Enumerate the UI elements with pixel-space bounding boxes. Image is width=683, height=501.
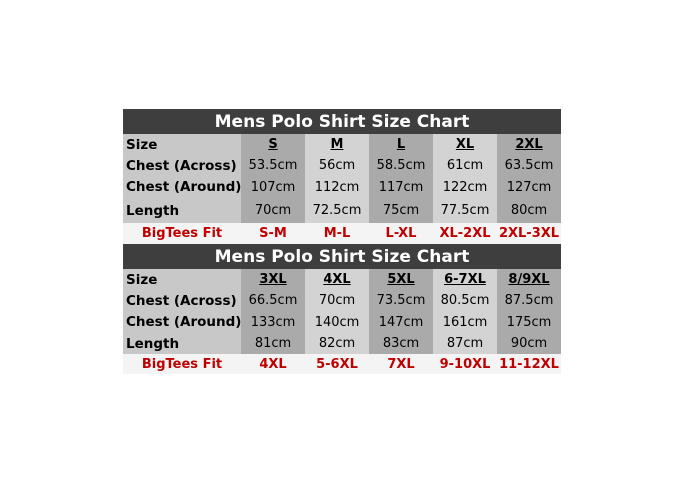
fit-cell: 2XL-3XL	[497, 223, 561, 244]
length-row	[123, 198, 561, 223]
fit-cell: 5-6XL	[305, 354, 369, 374]
row-label: BigTees Fit	[123, 223, 241, 244]
chest-around-row	[123, 176, 561, 198]
size-cell: XL	[433, 134, 497, 155]
chest-across-row	[123, 290, 561, 311]
bigtees-fit-row	[123, 223, 561, 244]
measurement-cell: 80cm	[497, 198, 561, 223]
measurement-cell: 66.5cm	[241, 290, 305, 311]
measurement-cell: 75cm	[369, 198, 433, 223]
fit-cell: L-XL	[369, 223, 433, 244]
measurement-cell: 77.5cm	[433, 198, 497, 223]
size-row	[123, 269, 561, 290]
chest-around-row	[123, 311, 561, 333]
row-label: BigTees Fit	[123, 354, 241, 374]
row-label: Chest (Across)	[123, 155, 241, 176]
fit-cell: M-L	[305, 223, 369, 244]
measurement-cell: 61cm	[433, 155, 497, 176]
measurement-cell: 83cm	[369, 333, 433, 354]
measurement-cell: 80.5cm	[433, 290, 497, 311]
measurement-cell: 63.5cm	[497, 155, 561, 176]
chest-across-row	[123, 155, 561, 176]
size-chart-table-2	[123, 244, 561, 374]
measurement-cell: 70cm	[305, 290, 369, 311]
fit-cell: 4XL	[241, 354, 305, 374]
fit-cell: 9-10XL	[433, 354, 497, 374]
measurement-cell: 117cm	[369, 176, 433, 198]
measurement-cell: 147cm	[369, 311, 433, 333]
measurement-cell: 87cm	[433, 333, 497, 354]
row-label: Chest (Across)	[123, 290, 241, 311]
measurement-cell: 70cm	[241, 198, 305, 223]
measurement-cell: 140cm	[305, 311, 369, 333]
measurement-cell: 127cm	[497, 176, 561, 198]
fit-cell: S-M	[241, 223, 305, 244]
row-label: Length	[123, 198, 241, 223]
measurement-cell: 82cm	[305, 333, 369, 354]
row-label: Size	[123, 269, 241, 290]
measurement-cell: 58.5cm	[369, 155, 433, 176]
size-cell: 3XL	[241, 269, 305, 290]
size-cell: 8/9XL	[497, 269, 561, 290]
measurement-cell: 175cm	[497, 311, 561, 333]
measurement-cell: 53.5cm	[241, 155, 305, 176]
size-cell: 5XL	[369, 269, 433, 290]
measurement-cell: 87.5cm	[497, 290, 561, 311]
measurement-cell: 56cm	[305, 155, 369, 176]
size-cell: 6-7XL	[433, 269, 497, 290]
bigtees-fit-row	[123, 354, 561, 374]
measurement-cell: 81cm	[241, 333, 305, 354]
table-title-row	[123, 244, 561, 269]
measurement-cell: 122cm	[433, 176, 497, 198]
size-cell: 4XL	[305, 269, 369, 290]
size-cell: L	[369, 134, 433, 155]
size-row	[123, 134, 561, 155]
measurement-cell: 133cm	[241, 311, 305, 333]
fit-cell: 11-12XL	[497, 354, 561, 374]
size-cell: 2XL	[497, 134, 561, 155]
fit-cell: XL-2XL	[433, 223, 497, 244]
measurement-cell: 107cm	[241, 176, 305, 198]
length-row	[123, 333, 561, 354]
fit-cell: 7XL	[369, 354, 433, 374]
size-chart-table-1	[123, 109, 561, 244]
measurement-cell: 73.5cm	[369, 290, 433, 311]
row-label: Length	[123, 333, 241, 354]
measurement-cell: 112cm	[305, 176, 369, 198]
size-cell: M	[305, 134, 369, 155]
measurement-cell: 90cm	[497, 333, 561, 354]
row-label: Chest (Around)	[123, 176, 241, 198]
table-title: Mens Polo Shirt Size Chart	[123, 109, 561, 134]
measurement-cell: 72.5cm	[305, 198, 369, 223]
table-title-row	[123, 109, 561, 134]
row-label: Chest (Around)	[123, 311, 241, 333]
table-title: Mens Polo Shirt Size Chart	[123, 244, 561, 269]
row-label: Size	[123, 134, 241, 155]
size-cell: S	[241, 134, 305, 155]
measurement-cell: 161cm	[433, 311, 497, 333]
